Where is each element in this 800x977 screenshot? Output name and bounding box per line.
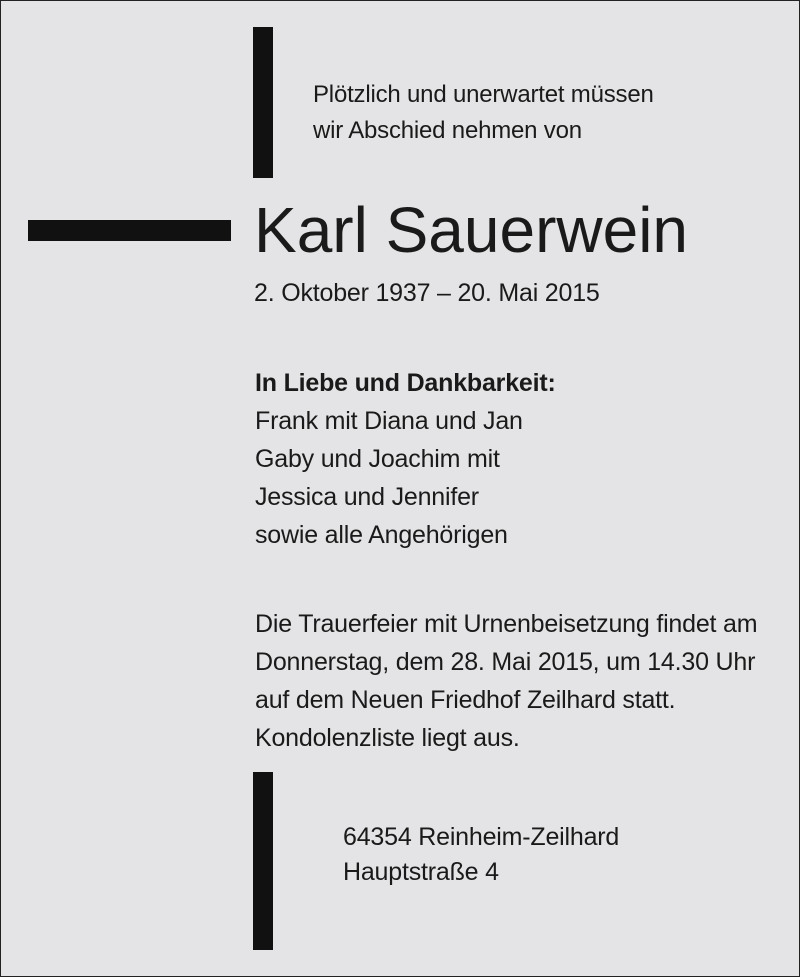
ceremony-line: Kondolenzliste liegt aus. bbox=[255, 724, 520, 752]
cross-upper-bar bbox=[253, 27, 273, 178]
ceremony-line: Die Trauerfeier mit Urnenbeisetzung findet am bbox=[255, 610, 758, 638]
family-line: Frank mit Diana und Jan bbox=[255, 407, 523, 435]
address-line: 64354 Reinheim-Zeilhard bbox=[343, 823, 620, 851]
deceased-name: Karl Sauerwein bbox=[254, 194, 688, 266]
intro-line: Plötzlich und unerwartet müssen bbox=[313, 81, 654, 108]
ceremony-line: Donnerstag, dem 28. Mai 2015, um 14.30 Uhr bbox=[255, 648, 756, 676]
cross-lower-bar bbox=[253, 772, 273, 950]
ceremony-line: auf dem Neuen Friedhof Zeilhard statt. bbox=[255, 686, 676, 714]
cross-horizontal-bar bbox=[28, 220, 231, 241]
address-block bbox=[343, 820, 619, 890]
family-line: Jessica und Jennifer bbox=[255, 483, 479, 511]
family-line: sowie alle Angehörigen bbox=[255, 521, 508, 549]
address-line: Hauptstraße 4 bbox=[343, 858, 499, 886]
intro-text bbox=[313, 77, 654, 149]
family-line: Gaby und Joachim mit bbox=[255, 445, 500, 473]
family-heading: In Liebe und Dankbarkeit: bbox=[255, 369, 556, 397]
life-dates: 2. Oktober 1937 – 20. Mai 2015 bbox=[254, 279, 600, 307]
family-block bbox=[255, 364, 556, 554]
intro-line: wir Abschied nehmen von bbox=[313, 117, 582, 144]
ceremony-block bbox=[255, 605, 757, 757]
